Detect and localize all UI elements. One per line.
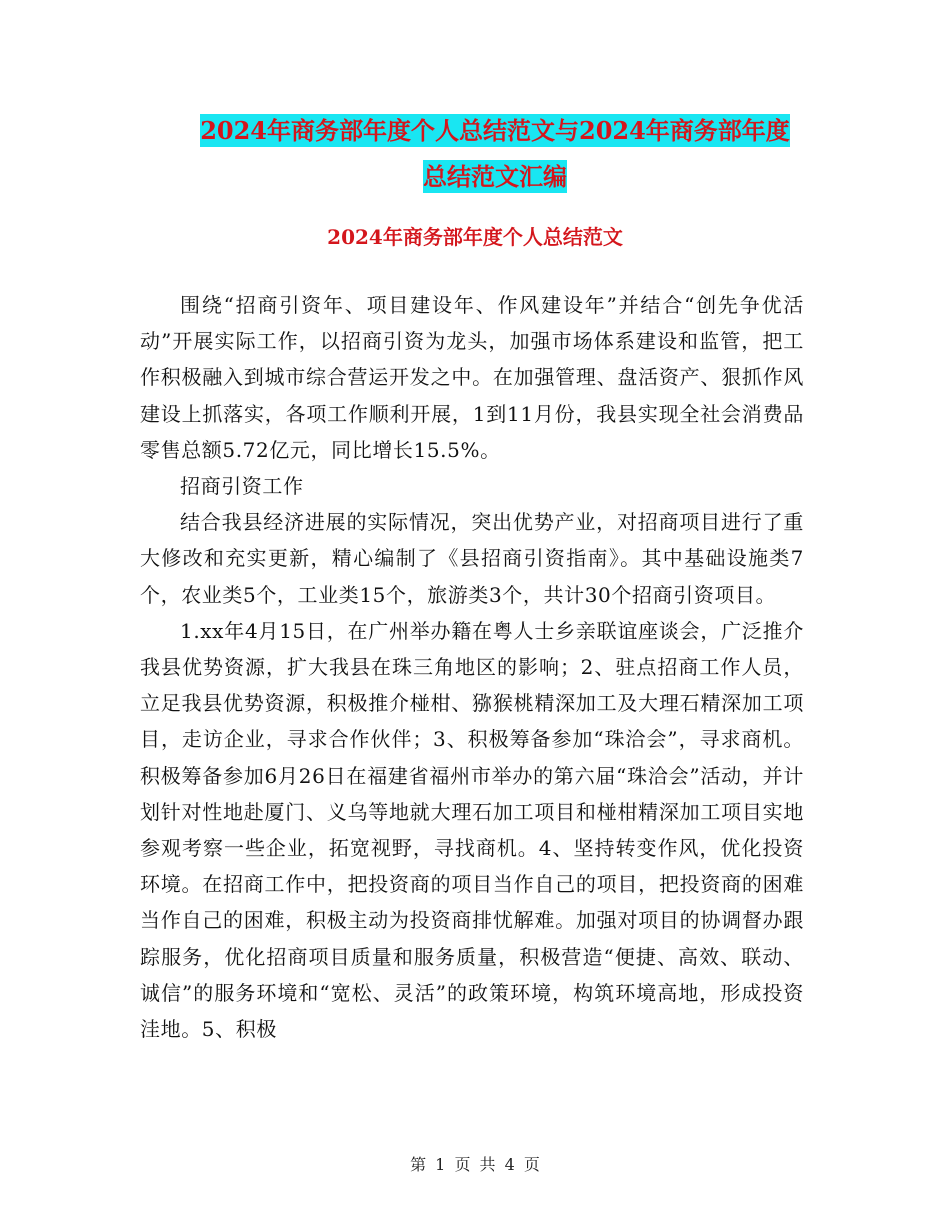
paragraph-activities: 1.xx年4月15日，在广州举办籍在粤人士乡亲联谊座谈会，广泛推介我县优势资源，扩大我县在珠三角地区的影响；2、驻点招商工作人员，立足我县优势资源，积极推介椪柑、猕猴桃精深加工及大理石精深加工项目，走访企业，寻求合作伙伴；3、积极筹备参加“珠洽会”，寻求商机。积极筹备参加6月26日在福建省福州市举办的第六届“珠洽会”活动，并计划针对性地赴厦门、义乌等地就大理石加工项目和椪柑精深加工项目实地参观考察一些企业，拓宽视野，寻找商机。4、坚持转变作风，优化投资环境。在招商工作中，把投资商的项目当作自己的项目，把投资商的困难当作自己的困难，积极主动为投资商排忧解难。加强对项目的协调督办跟踪服务，优化招商项目质量和服务质量，积极营造“便捷、高效、联动、诚信”的服务环境和“宽松、灵活”的政策环境，构筑环境高地，形成投资洼地。5、积极	[140, 618, 804, 1042]
paragraph-investment-guide: 结合我县经济进展的实际情况，突出优势产业，对招商项目进行了重大修改和充实更新，精心编制了《县招商引资指南》。其中基础设施类7个，农业类5个，工业类15个，旅游类3个，共计30个招商引资项目。	[140, 510, 804, 607]
document-title-line-1: 2024年商务部年度个人总结范文与2024年商务部年度	[200, 116, 790, 145]
document-body	[140, 287, 804, 1047]
document-title-line-2: 总结范文汇编	[423, 162, 567, 191]
page-footer: 第 1 页 共 4 页	[410, 1155, 540, 1174]
paragraph-heading-investment: 招商引资工作	[180, 474, 304, 499]
section-title: 2024年商务部年度个人总结范文	[327, 225, 623, 249]
document-title	[100, 108, 890, 200]
paragraph-intro: 围绕“招商引资年、项目建设年、作风建设年”并结合“创先争优活动”开展实际工作，以招商引资为龙头，加强市场体系建设和监管，把工作积极融入到城市综合营运开发之中。在加强管理、盘活资产、狠抓作风建设上抓落实，各项工作顺利开展，1到11月份，我县实现全社会消费品零售总额5.72亿元，同比增长15.5%。	[140, 293, 804, 462]
